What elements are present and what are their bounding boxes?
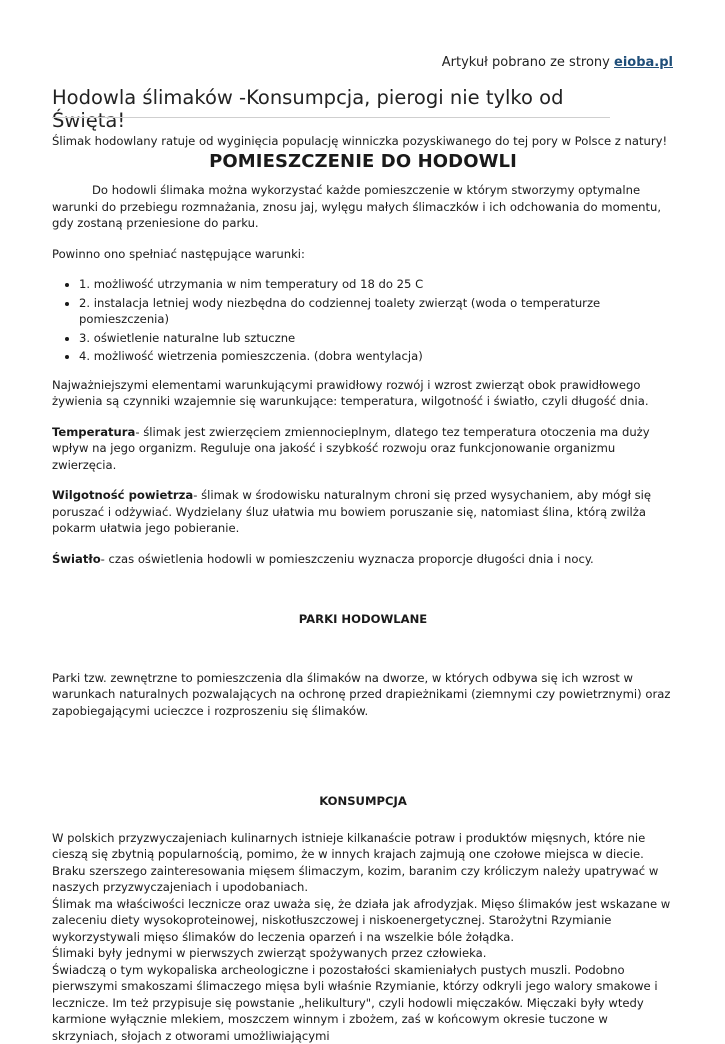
lead-paragraph: Ślimak hodowlany ratuje od wyginięcia populację winniczka pozyskiwanego do tej pory w Polsce z natury! (52, 133, 674, 150)
consumption-paragraph: Świadczą o tym wykopaliska archeologiczne i pozostałości skamieniałych pustych muszli. Podobno pierwszymi smakoszami ślimaczego mięsa byli właśnie Rzymianie, którzy odkryli jego walory smakowe i lecznicze. Im też przypisuje się powstanie „helikultury", czyli hodowli mięczaków. Mięczaki były wtedy karmione wyłącznie mlekiem, moszczem winnym i zbożem, zaś w końcowym okresie tuczone w skrzyniach, słojach z otworami umożliwiającymi (52, 962, 674, 1044)
list-item: • 3. oświetlenie naturalne lub sztuczne (79, 330, 674, 347)
temperature-paragraph (52, 424, 674, 474)
humidity-term: Wilgotność powietrza (52, 488, 193, 502)
source-attribution (442, 55, 673, 70)
conditions-list (52, 276, 674, 365)
consumption-paragraph: Ślimaki były jednymi w pierwszych zwierząt spożywanych przez człowieka. (52, 945, 674, 962)
consumption-heading: KONSUMPCJA (52, 793, 674, 810)
parks-heading: PARKI HODOWLANE (52, 611, 674, 628)
section-heading-room: POMIESZCZENIE DO HODOWLI (52, 154, 674, 171)
temperature-term: Temperatura (52, 425, 135, 439)
list-item: • 4. możliwość wietrzenia pomieszczenia. (dobra wentylacja) (79, 348, 674, 365)
title-divider (52, 117, 610, 118)
key-factors-paragraph: Najważniejszymi elementami warunkującymi prawidłowy rozwój i wzrost zwierząt obok prawidłowego żywienia są czynniki wzajemnie się warunkujące: temperatura, wilgotność i światło, czyli długość dnia. (52, 377, 674, 410)
consumption-paragraph: W polskich przyzwyczajeniach kulinarnych istnieje kilkanaście potraw i produktów mięsnych, które nie cieszą się zbytnią popularnością, pomimo, że w innych krajach zajmują one czołowe miejsca w diecie. Braku szerszego zainteresowania mięsem ślimaczym, kozim, baranim czy króliczym należy upatrywać w naszych przyzwyczajeniach i upodobaniach. (52, 830, 674, 896)
temperature-text: - ślimak jest zwierzęciem zmiennocieplnym, dlatego tez temperatura otoczenia ma duży wpływ na jego organizm. Reguluje ona jakość i szybkość rozwoju oraz funkcjonowanie organizmu zwierzęcia. (52, 425, 650, 472)
conditions-intro: Powinno ono spełniać następujące warunki: (52, 246, 674, 263)
light-text: - czas oświetlenia hodowli w pomieszczeniu wyznacza proporcje długości dnia i nocy. (101, 552, 594, 566)
source-link[interactable]: eioba.pl (614, 55, 673, 70)
intro-paragraph: Do hodowli ślimaka można wykorzystać każde pomieszczenie w którym stworzymy optymalne warunki do przebiegu rozmnażania, znosu jaj, wylęgu małych ślimaczków i ich odchowania do momentu, gdy zostaną przeniesione do parku. (52, 182, 674, 232)
source-prefix: Artykuł pobrano ze strony (442, 55, 610, 70)
list-item: • 2. instalacja letniej wody niezbędna do codziennej toalety zwierząt (woda o temperaturze pomieszczenia) (79, 295, 674, 328)
light-paragraph (52, 551, 674, 568)
page-title: Hodowla ślimaków -Konsumpcja, pierogi nie tylko od Święta! (52, 86, 612, 132)
humidity-text: - ślimak w środowisku naturalnym chroni się przed wysychaniem, aby mógł się poruszać i odżywiać. Wydzielany śluz ułatwia mu bowiem poruszanie się, natomiast ślina, którą zwilża pokarm ułatwia jego pobieranie. (52, 488, 651, 535)
humidity-paragraph (52, 487, 674, 537)
article-body (52, 133, 674, 1044)
light-term: Światło (52, 552, 101, 566)
list-item: • 1. możliwość utrzymania w nim temperatury od 18 do 25 C (79, 276, 674, 293)
parks-paragraph: Parki tzw. zewnętrzne to pomieszczenia dla ślimaków na dworze, w których odbywa się ich wzrost w warunkach naturalnych pozwalających na ochronę przed drapieżnikami (ziemnymi czy powietrznymi) oraz zapobiegającymi ucieczce i rozproszeniu się ślimaków. (52, 670, 674, 720)
consumption-paragraph: Ślimak ma właściwości lecznicze oraz uważa się, że działa jak afrodyzjak. Mięso ślimaków jest wskazane w zaleceniu diety wysokoproteinowej, niskotłuszczowej i niskoenergetycznej. Starożytni Rzymianie wykorzystywali mięso ślimaków do leczenia oparzeń i na wszelkie bóle żołądka. (52, 896, 674, 946)
